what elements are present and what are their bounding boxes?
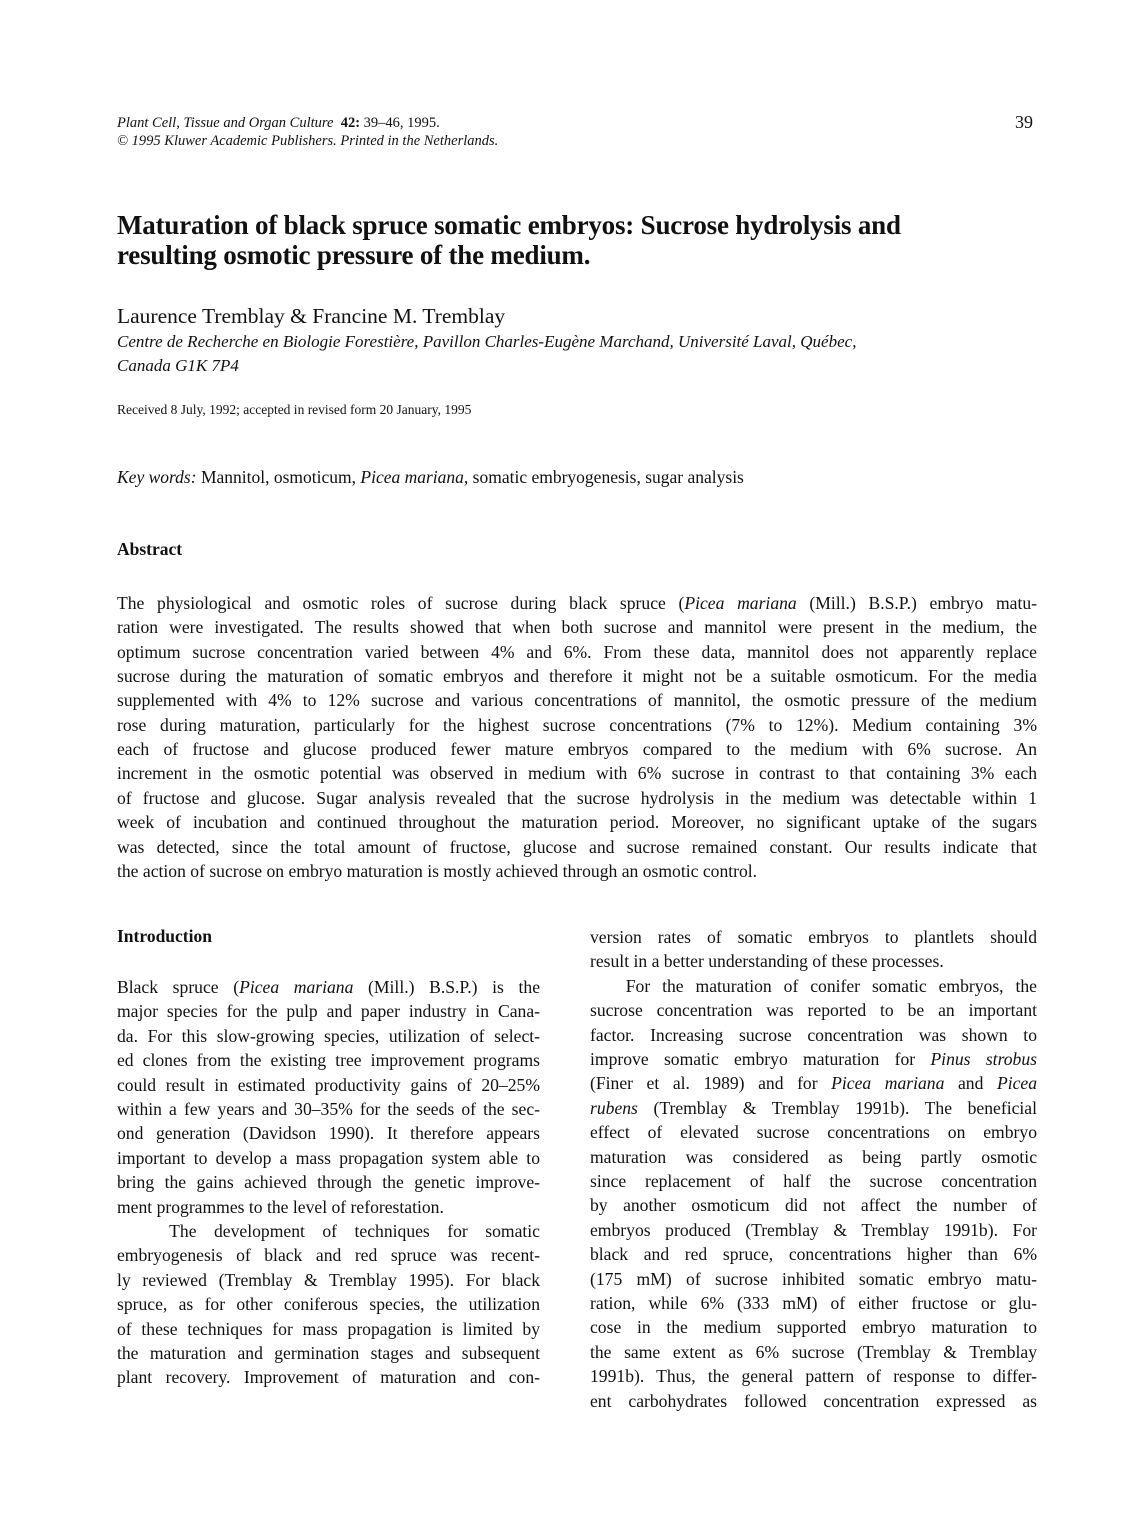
text-segment: plant recovery. Improvement of maturation and con- [117,1367,540,1388]
received-dates: Received 8 July, 1992; accepted in revised form 20 January, 1995 [117,402,472,417]
text-line [117,1122,540,1144]
text-line [590,1121,1037,1143]
text-line [117,714,1037,736]
text-segment: factor. Increasing sucrose concentration was shown to [590,1024,1037,1045]
text-line [590,1146,1037,1168]
text-segment: the same extent as 6% sucrose (Tremblay & Tremblay [590,1341,1037,1362]
text-segment: ration were investigated. The results showed that when both sucrose and mannitol were present in the medium, the [117,617,1037,638]
text-segment: and [944,1073,997,1094]
text-line [117,616,1037,638]
text-line [590,950,1037,972]
paper-title-line-1: Maturation of black spruce somatic embryos: Sucrose hydrolysis and [117,210,901,240]
keywords-species: Picea mariana [360,467,464,487]
text-line [117,811,1037,833]
text-line [117,1098,540,1120]
text-line [117,1025,540,1047]
affiliation-line-1: Centre de Recherche en Biologie Forestière, Pavillon Charles-Eugène Marchand, Université Laval, Québec, [117,332,857,351]
text-line [590,1194,1037,1216]
text-line [117,787,1037,809]
text-segment: cose in the medium supported embryo maturation to [590,1317,1037,1338]
text-segment: each of fructose and glucose produced fewer mature embryos compared to the medium with 6% sucrose. An [117,739,1037,760]
text-line [590,1024,1037,1046]
keywords [117,467,744,488]
text-line [117,1342,540,1364]
text-segment: Black spruce ( [117,977,240,997]
text-segment: ment programmes to the level of reforestation. [117,1196,444,1217]
text-segment: (Tremblay & Tremblay 1991b). The beneficial [637,1097,1037,1118]
text-line [117,1147,540,1169]
italic-text: Pinus strobus [930,1049,1037,1069]
text-line [117,689,1037,711]
text-segment: maturation was considered as being partly osmotic [590,1146,1037,1167]
text-segment: embryos produced (Tremblay & Tremblay 1991b). For [590,1219,1037,1240]
text-line [590,975,1037,997]
keywords-text: , somatic embryogenesis, sugar analysis [463,467,744,487]
text-segment: sucrose concentration was reported to be an important [590,1000,1037,1021]
italic-text: rubens [590,1097,638,1118]
text-segment: of these techniques for mass propagation is limited by [117,1318,540,1339]
text-line [590,926,1037,948]
text-segment: ration, while 6% (333 mM) of either fructose or glu- [590,1293,1037,1313]
text-segment: optimum sucrose concentration varied between 4% and 6%. From these data, mannitol does not apparently replace [117,641,1037,662]
paper-title-line-2: resulting osmotic pressure of the medium. [117,240,591,270]
text-segment: (175 mM) of sucrose inhibited somatic embryo matu- [590,1268,1037,1289]
text-line [590,1170,1037,1192]
text-line [117,665,1037,687]
text-line [117,738,1037,760]
text-segment: (Mill.) B.S.P.) embryo matu- [796,593,1037,613]
journal-volume: 42: [340,115,361,131]
text-line [590,1341,1037,1363]
journal-pages: 39–46, 1995. [363,115,440,131]
text-line [117,1171,540,1193]
text-line [117,762,1037,784]
text-segment: was detected, since the total amount of fructose, glucose and sucrose remained constant. Our results indicate that [117,836,1037,857]
text-line [117,1196,540,1218]
text-segment: rose during maturation, particularly for the highest sucrose concentrations (7% to 12%). Medium containing 3% [117,714,1037,735]
text-line [590,1097,1037,1119]
introduction-heading: Introduction [117,926,212,946]
text-segment: embryogenesis of black and red spruce was recent- [117,1245,540,1266]
text-line [117,592,1037,614]
text-line [590,1390,1037,1412]
text-line [117,1293,540,1315]
text-segment: improve somatic embryo maturation for [590,1049,931,1069]
text-line [590,1219,1037,1241]
text-segment: version rates of somatic embryos to plantlets should [590,927,1037,947]
text-line [590,1268,1037,1290]
text-segment: The physiological and osmotic roles of sucrose during black spruce ( [117,593,685,613]
text-segment: of fructose and glucose. Sugar analysis revealed that the sucrose hydrolysis in the medium was detectable within 1 [117,787,1037,808]
text-segment: week of incubation and continued throughout the maturation period. Moreover, no significant uptake of the sugars [117,812,1037,833]
text-line [117,836,1037,858]
italic-text: Picea mariana [831,1073,945,1094]
text-segment: major species for the pulp and paper industry in Cana- [117,1001,540,1022]
text-line [117,1318,540,1340]
journal-name: Plant Cell, Tissue and Organ Culture [117,115,334,131]
text-segment: da. For this slow-growing species, utilization of select- [117,1025,540,1046]
text-segment: could result in estimated productivity gains of 20–25% [117,1074,540,1095]
text-line [117,976,540,998]
text-segment: ond generation (Davidson 1990). It therefore appears [117,1123,540,1144]
text-segment: the maturation and germination stages and subsequent [117,1343,540,1363]
text-segment: (Mill.) B.S.P.) is the [353,977,540,997]
authors: Laurence Tremblay & Francine M. Tremblay [117,304,506,328]
italic-text: Picea [996,1073,1038,1094]
text-segment: (Finer et al. 1989) and for [590,1073,832,1094]
text-segment: since replacement of half the sucrose concentration [590,1171,1037,1191]
text-line [590,1365,1037,1387]
text-line [590,1316,1037,1338]
text-segment: within a few years and 30–35% for the seeds of the sec- [117,1099,540,1119]
text-segment: supplemented with 4% to 12% sucrose and various concentrations of mannitol, the osmotic pressure of the medium [117,690,1037,711]
text-line [590,1072,1037,1094]
text-line [117,1269,540,1291]
abstract-heading: Abstract [117,539,183,559]
text-segment: important to develop a mass propagation system able to [117,1147,540,1168]
text-segment: spruce, as for other coniferous species, the utilization [117,1294,540,1315]
italic-text: Picea mariana [239,977,354,997]
page-number: 39 [1015,112,1033,132]
text-line [117,1366,540,1388]
copyright-line: © 1995 Kluwer Academic Publishers. Printed in the Netherlands. [117,133,499,149]
text-segment: The development of techniques for somatic [117,1221,540,1241]
text-line [590,1292,1037,1314]
keywords-text: Mannitol, osmoticum, [196,467,361,487]
text-line [590,999,1037,1021]
journal-citation [117,114,440,132]
text-segment: bring the gains achieved through the genetic improve- [117,1172,540,1193]
text-segment: by another osmoticum did not affect the number of [590,1195,1037,1216]
text-line [590,1243,1037,1265]
text-line [117,641,1037,663]
text-segment: ly reviewed (Tremblay & Tremblay 1995). For black [117,1269,540,1290]
text-line [117,1220,540,1242]
text-segment: ed clones from the existing tree improvement programs [117,1050,540,1071]
text-line [117,1244,540,1266]
text-segment: result in a better understanding of these processes. [590,951,944,972]
text-line [117,1074,540,1096]
text-segment: increment in the osmotic potential was observed in medium with 6% sucrose in contrast to that containing 3% each [117,763,1037,784]
text-segment: the action of sucrose on embryo maturation is mostly achieved through an osmotic control. [117,860,758,881]
text-segment: ent carbohydrates followed concentration expressed as [590,1390,1037,1411]
text-segment: sucrose during the maturation of somatic embryos and therefore it might not be a suitable osmoticum. For the media [117,666,1037,687]
keywords-label: Key words: [117,467,197,487]
text-line [117,1049,540,1071]
text-line [117,860,1037,882]
italic-text: Picea mariana [684,593,797,613]
text-line [590,1048,1037,1070]
text-segment: effect of elevated sucrose concentrations on embryo [590,1122,1037,1143]
affiliation-line-2: Canada G1K 7P4 [117,356,239,375]
text-segment: 1991b). Thus, the general pattern of response to differ- [590,1366,1037,1387]
text-segment: black and red spruce, concentrations higher than 6% [590,1244,1037,1265]
text-line [117,1000,540,1022]
text-segment: For the maturation of conifer somatic embryos, the [590,975,1037,996]
